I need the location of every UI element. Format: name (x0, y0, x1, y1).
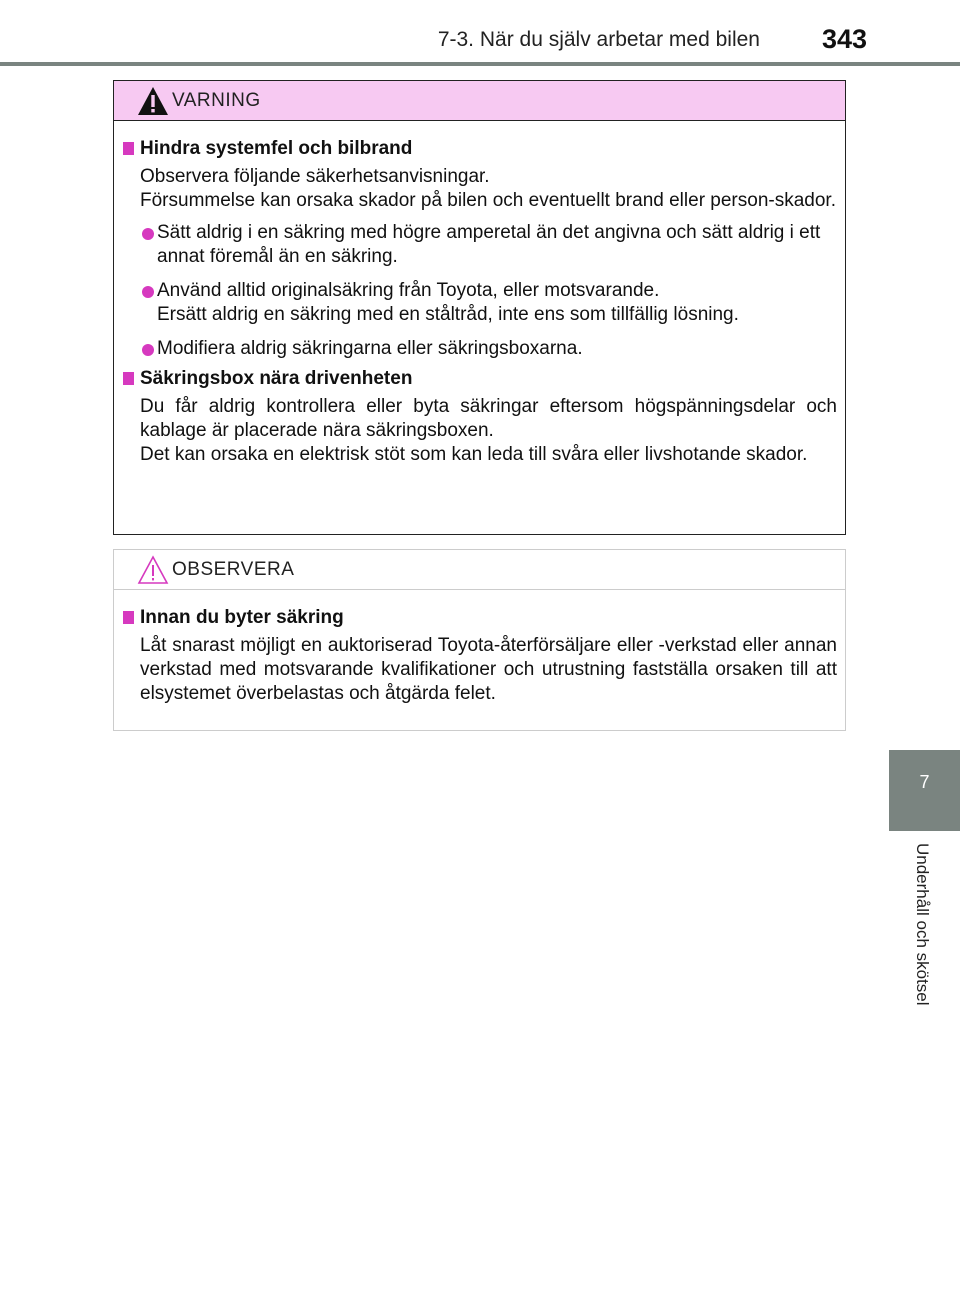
section-title: 7-3. När du själv arbetar med bilen (437, 28, 760, 51)
round-bullet-icon (142, 344, 154, 356)
round-bullet-icon (142, 286, 154, 298)
section-heading (123, 367, 837, 391)
chapter-number: 7 (919, 772, 930, 792)
warning-box (113, 80, 846, 535)
bullet-text: Ersätt aldrig en säkring med en ståltråd, inte ens som tillfällig lösning. (157, 304, 739, 325)
square-bullet-icon (123, 611, 134, 624)
square-bullet-icon (123, 142, 134, 155)
chapter-tab (889, 750, 960, 831)
header-rule (0, 62, 960, 66)
section-heading (123, 137, 837, 161)
notice-box (113, 549, 846, 731)
heading-text: Innan du byter säkring (140, 607, 344, 628)
paragraph-line: Försummelse kan orsaka skador på bilen och eventuellt brand eller person-skador. (140, 190, 836, 211)
bullet-item (123, 279, 837, 327)
notice-header (114, 550, 845, 590)
warning-label: VARNING (172, 90, 261, 111)
warning-triangle-icon (136, 85, 170, 117)
notice-content (114, 590, 845, 706)
round-bullet-icon (142, 228, 154, 240)
bullet-text: Sätt aldrig i en säkring med högre amperetal än det angivna och sätt aldrig i ett annat föremål än en säkring. (157, 222, 821, 267)
bullet-item (123, 221, 837, 269)
caution-triangle-icon (136, 554, 170, 586)
bullet-text: Modifiera aldrig säkringarna eller säkringsboxarna. (157, 338, 583, 359)
bullet-text: Använd alltid originalsäkring från Toyota, eller motsvarande. (157, 280, 660, 301)
paragraph (123, 395, 837, 467)
square-bullet-icon (123, 372, 134, 385)
paragraph (123, 165, 837, 213)
paragraph-line: Du får aldrig kontrollera eller byta säkringar eftersom högspänningsdelar och kablage är placerade nära säkringsboxen. (140, 396, 837, 441)
heading-text: Säkringsbox nära drivenheten (140, 368, 413, 389)
warning-content (114, 121, 845, 467)
chapter-title: Underhåll och skötsel (913, 843, 932, 1006)
page-number: 343 (822, 24, 868, 54)
warning-header (114, 81, 845, 121)
paragraph-line: Det kan orsaka en elektrisk stöt som kan leda till svåra eller livshotande skador. (140, 444, 808, 465)
section-heading (123, 606, 837, 630)
paragraph-line: Observera följande säkerhetsanvisningar. (140, 166, 490, 187)
paragraph (123, 634, 837, 706)
paragraph-line: Låt snarast möjligt en auktoriserad Toyota-återförsäljare eller -verkstad eller annan verkstad med motsvarande kvalifikationer och utrustning fastställa orsaken till att elsystemet överbelastas och åtgärda felet. (140, 635, 837, 704)
notice-label: OBSERVERA (172, 559, 295, 580)
heading-text: Hindra systemfel och bilbrand (140, 138, 413, 159)
bullet-item (123, 337, 837, 361)
